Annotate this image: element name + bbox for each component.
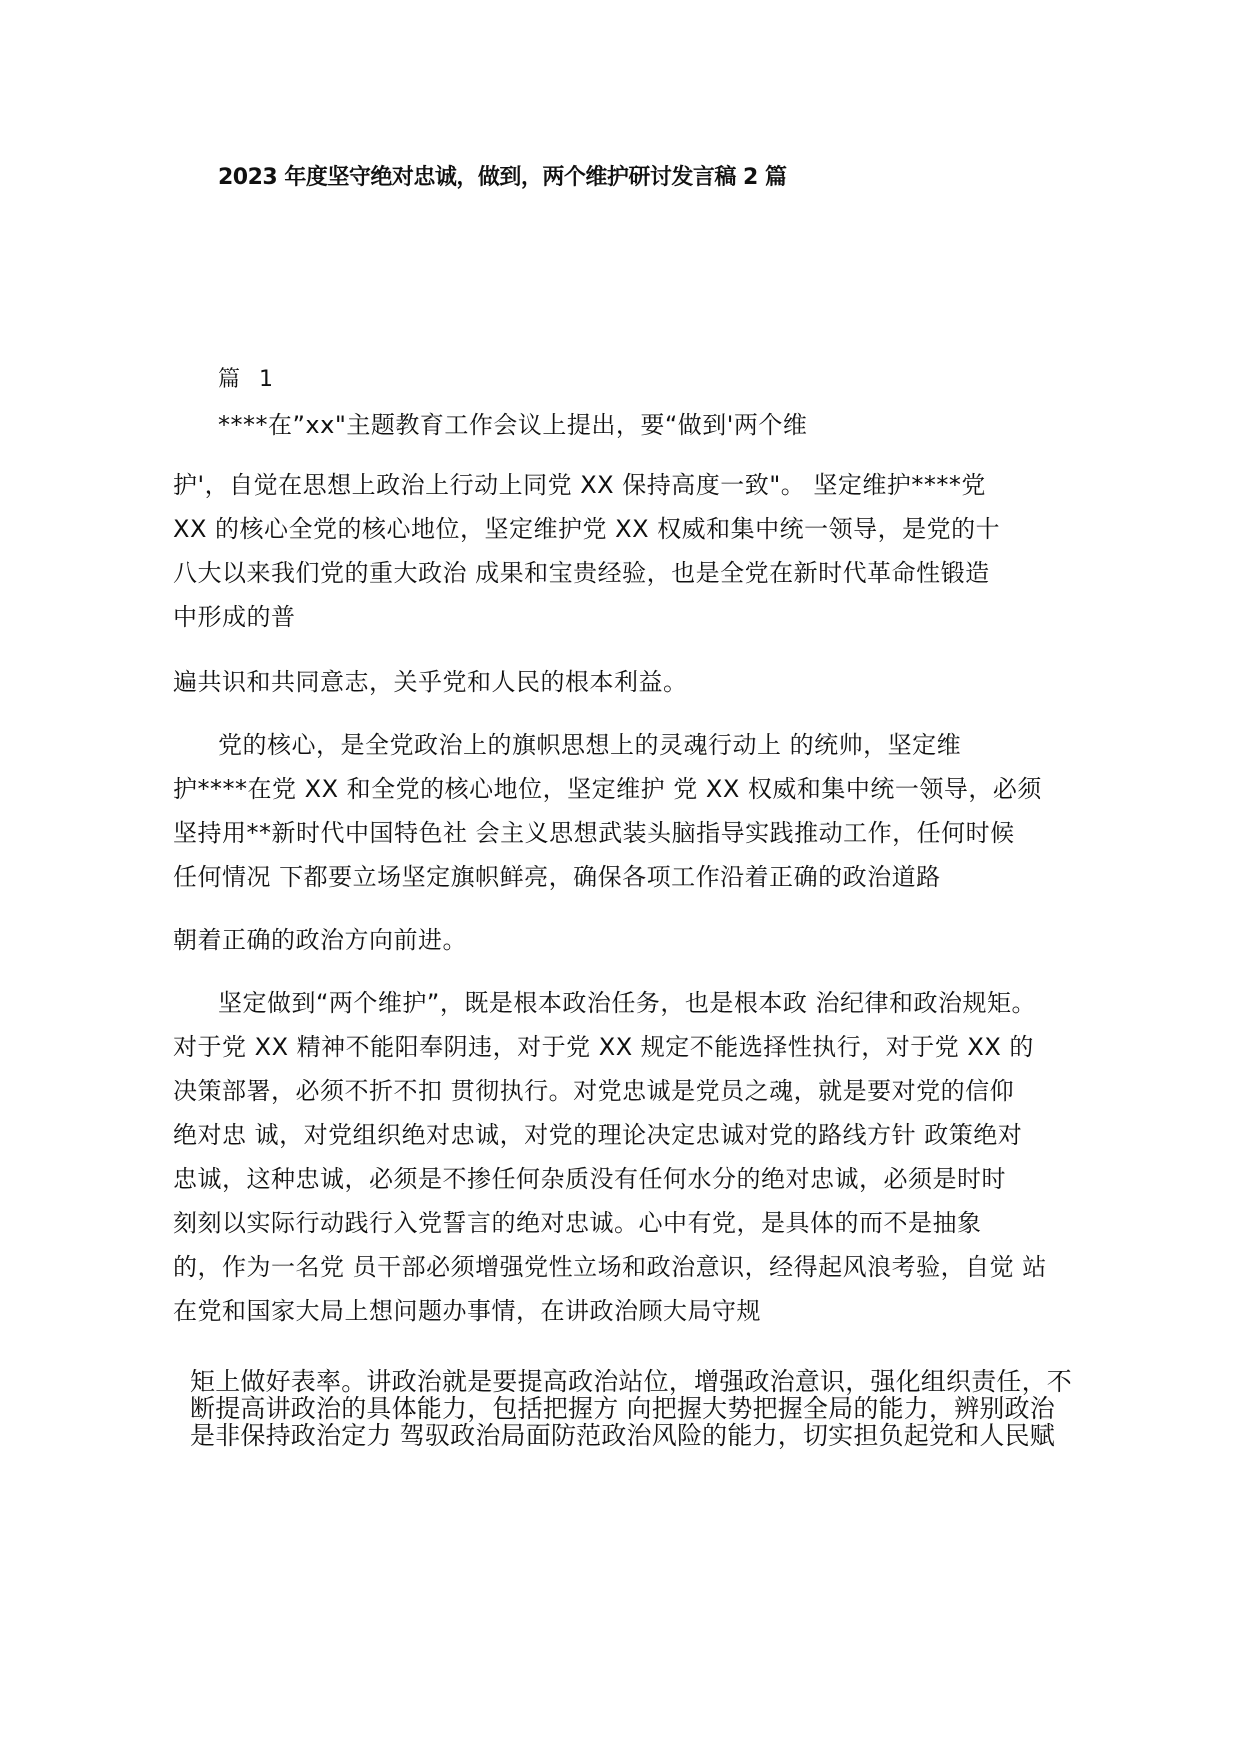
body-line: 坚持用**新时代中国特色社 会主义思想武装头脑指导实践推动工作，任何时候 — [173, 819, 1015, 847]
section-label: 篇 1 — [218, 367, 279, 392]
body-line: 在党和国家大局上想问题办事情，在讲政治顾大局守规 — [173, 1297, 761, 1325]
body-line: 决策部署，必须不折不扣 贯彻执行。对党忠诚是党员之魂，就是要对党的信仰 — [173, 1077, 1015, 1105]
document-title: 2023 年度坚守绝对忠诚，做到，两个维护研讨发言稿 2 篇 — [218, 165, 787, 190]
body-line: 的，作为一名党 员干部必须增强党性立场和政治意识，经得起风浪考验，自觉 站 — [173, 1253, 1047, 1281]
body-line: 忠诚，这种忠诚，必须是不掺任何杂质没有任何水分的绝对忠诚，必须是时时 — [173, 1165, 1006, 1193]
body-line: 护****在党 XX 和全党的核心地位，坚定维护 党 XX 权威和集中统一领导，必须 — [173, 775, 1042, 803]
compact-line: 断提高讲政治的具体能力，包括把握方 向把握大势把握全局的能力，辨别政治 — [190, 1394, 1055, 1423]
body-line: 任何情况 下都要立场坚定旗帜鲜亮，确保各项工作沿着正确的政治道路 — [173, 863, 941, 891]
body-line: 刻刻以实际行动践行入党誓言的绝对忠诚。心中有党，是具体的而不是抽象 — [173, 1209, 982, 1237]
compact-line: 矩上做好表率。讲政治就是要提高政治站位，增强政治意识，强化组织责任，不 — [190, 1367, 1073, 1396]
body-line: 绝对忠 诚，对党组织绝对忠诚，对党的理论决定忠诚对党的路线方针 政策绝对 — [173, 1121, 1023, 1149]
body-line: 中形成的普 — [173, 603, 296, 631]
body-line: 八大以来我们党的重大政治 成果和宝贵经验，也是全党在新时代革命性锻造 — [173, 559, 990, 587]
body-line: 朝着正确的政治方向前进。 — [173, 926, 467, 954]
body-line: 坚定做到“两个维护”，既是根本政治任务，也是根本政 治纪律和政治规矩。 — [218, 989, 1036, 1017]
body-line: 遍共识和共同意志，关乎党和人民的根本利益。 — [173, 668, 688, 696]
body-line: 护'，自觉在思想上政治上行动上同党 XX 保持高度一致"。 坚定维护****党 — [173, 471, 986, 499]
body-line: XX 的核心全党的核心地位，坚定维护党 XX 权威和集中统一领导，是党的十 — [173, 515, 1001, 543]
body-line: ****在”xx"主题教育工作会议上提出，要“做到'两个维 — [218, 411, 808, 439]
compact-paragraph — [190, 1367, 1073, 1450]
compact-line: 是非保持政治定力 驾驭政治局面防范政治风险的能力，切实担负起党和人民赋 — [190, 1421, 1055, 1450]
body-line: 对于党 XX 精神不能阳奉阴违，对于党 XX 规定不能选择性执行，对于党 XX 的 — [173, 1033, 1034, 1061]
body-line: 党的核心，是全党政治上的旗帜思想上的灵魂行动上 的统帅，坚定维 — [218, 731, 962, 759]
